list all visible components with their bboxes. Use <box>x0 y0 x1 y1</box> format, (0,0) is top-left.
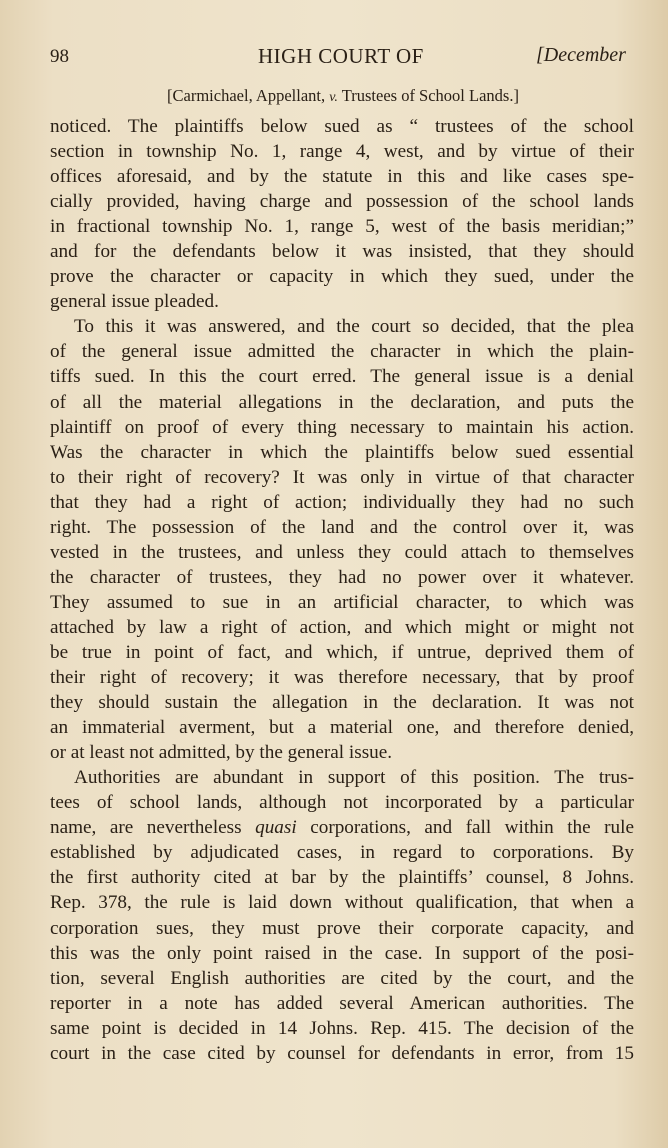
text-line: the first authority cited at bar by the plaintiffs’ counsel, 8 Johns. <box>50 867 634 889</box>
running-title: HIGH COURT OF <box>258 44 424 68</box>
text-line: Was the character in which the plaintiffs below sued essential <box>50 441 634 463</box>
italic-word: quasi <box>255 817 297 839</box>
text-line: court in the case cited by counsel for defendants in error, from 15 <box>50 1042 634 1064</box>
text-line: section in township No. 1, range 4, west, and by virtue of their <box>50 141 634 163</box>
text-segment: name, are nevertheless <box>50 817 242 839</box>
text-line: this was the only point raised in the case. In support of the posi- <box>50 942 634 964</box>
case-caption-versus: v. <box>329 90 338 105</box>
text-line: established by adjudicated cases, in regard to corporations. By <box>50 842 634 864</box>
running-month: [December <box>536 44 626 66</box>
text-line: of all the material allegations in the declaration, and puts the <box>50 391 634 413</box>
text-line: attached by law a right of action, and which might or might not <box>50 616 634 638</box>
text-line: plaintiff on proof of every thing necessary to maintain his action. <box>50 416 634 438</box>
text-line: that they had a right of action; individually they had no such <box>50 491 634 513</box>
text-line: the character of trustees, they had no power over it whatever. <box>50 566 634 588</box>
running-head <box>0 44 668 74</box>
text-line: right. The possession of the land and the control over it, was <box>50 516 634 538</box>
text-line: reporter in a note has added several American authorities. The <box>50 992 634 1014</box>
text-line: same point is decided in 14 Johns. Rep. 415. The decision of the <box>50 1017 634 1039</box>
text-line: in fractional township No. 1, range 5, west of the basis meridian;” <box>50 216 634 238</box>
text-line: They assumed to sue in an artificial character, to which was <box>50 591 634 613</box>
text-line: their right of recovery; it was therefore necessary, that by proof <box>50 667 634 689</box>
text-line-with-italic <box>50 815 634 840</box>
text-line: offices aforesaid, and by the statute in this and like cases spe- <box>50 166 634 188</box>
case-caption <box>0 86 668 106</box>
case-caption-appellant: [Carmichael, Appellant, <box>167 86 326 105</box>
text-line: or at least not admitted, by the general issue. <box>50 742 393 764</box>
body-text <box>50 114 634 1066</box>
paragraph-start: Authorities are abundant in support of this position. The trus- <box>74 767 634 789</box>
text-line: tees of school lands, although not incorporated by a particular <box>50 792 634 814</box>
text-line: prove the character or capacity in which they sued, under the <box>50 266 634 288</box>
text-line: of the general issue admitted the character in which the plain- <box>50 341 634 363</box>
text-line: cially provided, having charge and possession of the school lands <box>50 191 634 213</box>
text-line: vested in the trustees, and unless they could attach to themselves <box>50 541 634 563</box>
text-line: Rep. 378, the rule is laid down without qualification, that when a <box>50 892 634 914</box>
case-caption-appellee: Trustees of School Lands.] <box>341 86 519 105</box>
text-line: an immaterial averment, but a material one, and therefore denied, <box>50 717 634 739</box>
paragraph-start: To this it was answered, and the court so decided, that the plea <box>74 316 634 338</box>
text-line: they should sustain the allegation in the declaration. It was not <box>50 692 634 714</box>
text-line: to their right of recovery? It was only in virtue of that character <box>50 466 634 488</box>
text-line: tiffs sued. In this the court erred. The general issue is a denial <box>50 366 634 388</box>
text-line: noticed. The plaintiffs below sued as “ trustees of the school <box>50 116 634 137</box>
page-number: 98 <box>50 46 69 67</box>
text-line: tion, several English authorities are cited by the court, and the <box>50 967 634 989</box>
text-line: corporation sues, they must prove their corporate capacity, and <box>50 917 634 939</box>
text-segment: corporations, and fall within the rule <box>310 817 634 839</box>
text-line: and for the defendants below it was insisted, that they should <box>50 241 634 263</box>
text-line: general issue pleaded. <box>50 291 219 313</box>
text-line: be true in point of fact, and which, if untrue, deprived them of <box>50 641 634 663</box>
